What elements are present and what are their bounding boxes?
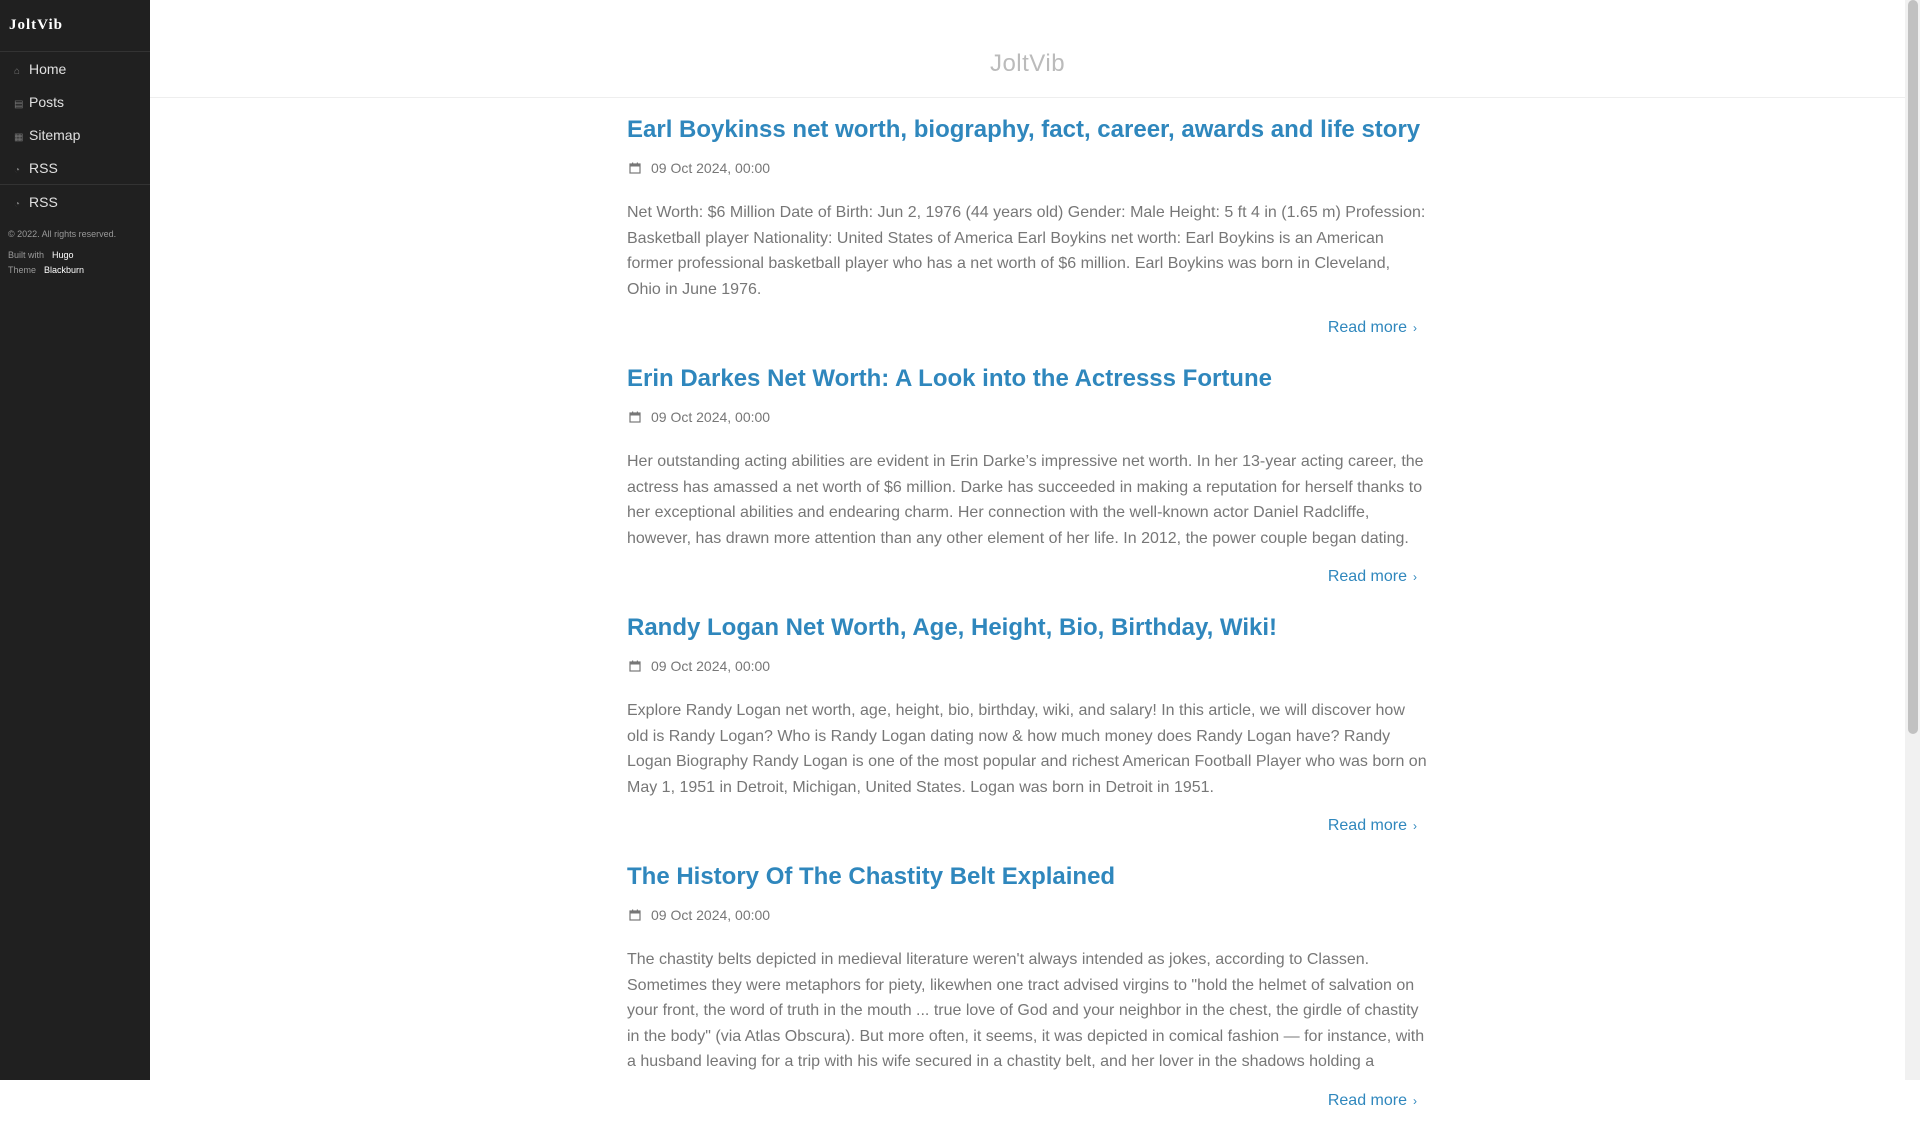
post-excerpt: The chastity belts depicted in medieval literature weren't always intended as jokes, according to Classen. Sometimes they were metaphors for piety, likewhen one tract advised virgins to "hold the helmet of salvation on your front, the word of truth in the mouth ... true love of God and your neighbor in the chest, the girdle of chastity in the body" (via Atlas Obscura). But more often, it seems, it was depicted in comical fashion — for instance, with a husband leaving for a trip with his wife secured in a chastity belt, and her lover in the shadows holding a [627,951,1425,1070]
post-excerpt: Her outstanding acting abilities are evident in Erin Darke’s impressive net worth. In her 13-year acting career, the actress has amassed a net worth of $6 million. Darke has succeeded in making a reputation for herself thanks to her exceptional abilities and endearing charm. Her connection with the well-known actor Daniel Radcliffe, however, has drawn more attention than any other element of her life. In 2012, the power couple began dating. [627,453,1424,547]
scrollbar[interactable] [1905,0,1920,1080]
read-more-link[interactable] [1328,319,1417,336]
post-title-link[interactable]: Erin Darkes Net Worth: A Look into the Actresss Fortune [627,365,1272,392]
hugo-link[interactable]: Hugo [52,250,74,260]
read-more-label: Read more [1327,568,1407,585]
theme-label: Theme [8,265,37,275]
post-item [627,862,1427,1110]
calendar-icon [629,411,641,423]
sidebar-item-posts[interactable] [0,85,150,118]
read-more-label: Read more [1327,319,1407,336]
home-icon: ⌂ [14,66,21,77]
sidebar-item-sitemap[interactable] [0,118,150,151]
blackburn-link[interactable]: Blackburn [44,265,85,275]
posts-icon: ▤ [14,99,24,110]
post-title-link[interactable]: Earl Boykinss net worth, biography, fact, career, awards and life story [627,116,1421,143]
post-meta [627,160,1427,178]
read-more-link[interactable] [1328,568,1417,585]
calendar-icon [629,660,641,672]
chevron-right-icon: › [1413,570,1417,584]
read-more [627,817,1427,835]
post-list [627,98,1427,1137]
read-more-link[interactable] [1328,817,1417,834]
sidebar-item-rss-2[interactable] [0,184,150,217]
scrollbar-thumb[interactable] [1908,0,1918,734]
sidebar-item-label: Sitemap [29,127,81,143]
post-date: 09 Oct 2024, 00:00 [651,409,771,425]
sidebar [0,0,150,1080]
chevron-right-icon: › [1413,1093,1417,1108]
read-more [627,319,1427,337]
post-date: 09 Oct 2024, 00:00 [651,658,771,674]
sidebar-item-home[interactable] [0,52,150,85]
post-meta [627,907,1427,925]
sidebar-menu [0,52,150,217]
post-item [627,115,1427,337]
sidebar-item-label: RSS [29,194,58,210]
chevron-right-icon: › [1413,819,1417,833]
sidebar-item-label: RSS [29,160,58,176]
post-title-link[interactable]: The History Of The Chastity Belt Explained [627,863,1116,890]
read-more-label: Read more [1327,817,1407,834]
read-more-link[interactable] [1328,1092,1417,1109]
sidebar-item-rss[interactable] [0,151,150,184]
post-item [627,364,1427,586]
post-meta [627,409,1427,427]
read-more [627,1092,1427,1110]
sidebar-brand[interactable]: JoltVib [0,0,150,52]
page-title: JoltVib [989,50,1066,77]
post-item [627,613,1427,835]
rss-icon: ◔ [14,199,21,210]
page-header [150,0,1905,98]
sitemap-icon: ▦ [14,132,24,143]
calendar-icon [629,909,641,921]
post-excerpt: Explore Randy Logan net worth, age, height, bio, birthday, wiki, and salary! In this article, we will discover how old is Randy Logan? Who is Randy Logan dating now & how much money does Randy Logan have? Randy Logan Biography Randy Logan is one of the most popular and richest American Football Player who was born on May 1, 1951 in Detroit, Michigan, United States. Logan was born in Detroit in 1951. [627,702,1427,796]
sidebar-footer [0,217,150,278]
post-meta [627,658,1427,676]
post-date: 09 Oct 2024, 00:00 [651,160,771,176]
copyright: © 2022. All rights reserved. [8,229,117,239]
post-date: 09 Oct 2024, 00:00 [651,907,771,923]
sidebar-item-label: Posts [29,94,65,110]
post-excerpt: Net Worth: $6 Million Date of Birth: Jun 2, 1976 (44 years old) Gender: Male Height: 5 ft 4 in (1.65 m) Profession: Basketball player Nationality: United States of America Earl Boykins net worth: Earl Boykins is an American former professional basketball player who has a net worth of $6 million. Earl Boykins was born in Cleveland, Ohio in June 1976. [627,204,1426,298]
post-title-link[interactable]: Randy Logan Net Worth, Age, Height, Bio, Birthday, Wiki! [627,614,1278,641]
chevron-right-icon: › [1413,321,1417,335]
read-more-label: Read more [1327,1091,1407,1109]
rss-icon: ◔ [14,165,21,176]
built-with-label: Built with [8,250,45,260]
calendar-icon [629,162,641,174]
main-content [150,0,1905,1109]
read-more [627,568,1427,586]
sidebar-item-label: Home [29,61,67,77]
